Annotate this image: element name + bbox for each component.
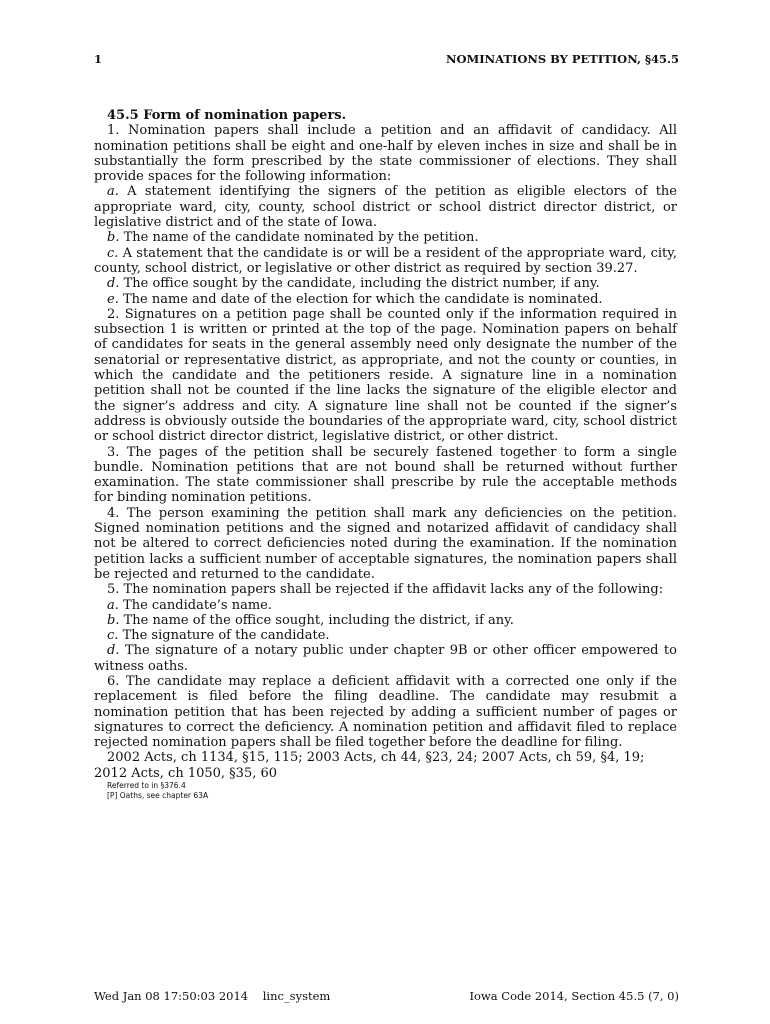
list-item <box>94 613 677 628</box>
list-item <box>94 598 677 613</box>
running-head: NOMINATIONS BY PETITION, §45.5 <box>445 52 679 66</box>
item-text: The signature of the candidate. <box>122 628 330 644</box>
page-header <box>94 52 679 70</box>
item-marker: e. <box>107 291 119 307</box>
history-note: 2002 Acts, ch 1134, §15, 115; 2003 Acts, ch 44, §23, 24; 2007 Acts, ch 59, §4, 19; 2012 Acts, ch 1050, §35, 60 <box>94 750 645 781</box>
item-text: The name of the candidate nominated by the petition. <box>123 230 479 246</box>
paragraph-5: 5. The nomination papers shall be rejected if the affidavit lacks any of the following: <box>107 582 664 598</box>
list-item <box>94 184 677 230</box>
item-marker: b. <box>107 612 120 628</box>
page-footer <box>94 989 679 1005</box>
footer-citation: Iowa Code 2014, Section 45.5 (7, 0) <box>469 989 679 1003</box>
item-text: The name and date of the election for which the candidate is nominated. <box>122 291 603 307</box>
item-text: A statement identifying the signers of the petition as eligible electors of the appropriate ward, city, county, school district or school district director district, or legislative district and of the state of Iowa. <box>94 184 677 231</box>
paragraph-3: 3. The pages of the petition shall be securely fastened together to form a single bundle. Nomination petitions that are not bound shall be returned without further examination. The state commissioner shall prescribe by rule the acceptable methods for binding nomination petitions. <box>94 444 677 506</box>
list-item <box>94 246 677 277</box>
paragraph-4: 4. The person examining the petition shall mark any deficiencies on the petition. Signed nomination petitions and the signed and notarized affidavit of candidacy shall not be altered to correct deficiencies noted during the examination. If the nomination petition lacks a sufficient number of acceptable signatures, the nomination papers shall be rejected and returned to the candidate. <box>94 505 677 582</box>
item-text: A statement that the candidate is or will be a resident of the appropriate ward, city, county, school district, or legislative or other district as required by section 39.27. <box>94 245 677 276</box>
list-item <box>94 643 677 674</box>
page-number: 1 <box>94 52 103 66</box>
item-marker: c. <box>107 628 119 644</box>
list-item <box>94 276 677 291</box>
item-marker: c. <box>107 245 119 261</box>
list-item <box>94 292 677 307</box>
oaths-note: [P] Oaths, see chapter 63A <box>107 791 209 801</box>
paragraph-2: 2. Signatures on a petition page shall be counted only if the information required in subsection 1 is written or printed at the top of the page. Nomination papers on behalf of candidates for seats in the general assembly need only designate the number of the senatorial or representative district, as appropriate, and not the county or counties, in which the candidate and the petitioners reside. A signature line in a nomination petition shall not be counted if the line lacks the signature of the eligible elector and the signer’s address and city. A signature line shall not be counted if the signer’s address is obviously outside the boundaries of the appropriate ward, city, school district or school district director district, legislative district, or other district. <box>94 306 677 445</box>
item-text: The office sought by the candidate, including the district number, if any. <box>123 276 600 292</box>
footer-timestamp: Wed Jan 08 17:50:03 2014 linc_system <box>94 989 331 1003</box>
item-text: The signature of a notary public under chapter 9B or other officer empowered to witness oaths. <box>94 643 677 674</box>
item-text: The candidate’s name. <box>123 597 272 613</box>
paragraph-6: 6. The candidate may replace a deficient affidavit with a corrected one only if the replacement is filed before the filing deadline. The candidate may resubmit a nomination petition that has been rejected by adding a sufficient number of pages or signatures to correct the deficiency. A nomination petition and affidavit filed to replace rejected nomination papers shall be filed together before the deadline for filing. <box>94 673 677 751</box>
list-item <box>94 628 677 643</box>
item-marker: d. <box>107 276 120 292</box>
referred-note: Referred to in §376.4 <box>107 781 186 791</box>
list-item <box>94 230 677 245</box>
paragraph-1: 1. Nomination papers shall include a petition and an affidavit of candidacy. All nomination petitions shall be eight and one-half by eleven inches in size and shall be in substantially the form prescribed by the state commissioner of elections. They shall provide spaces for the following information: <box>94 123 677 185</box>
section-content <box>94 108 677 801</box>
item-marker: d. <box>107 643 120 659</box>
item-text: The name of the office sought, including the district, if any. <box>123 612 514 628</box>
item-marker: a. <box>107 184 119 200</box>
item-marker: a. <box>107 597 119 613</box>
item-marker: b. <box>107 230 120 246</box>
section-title: 45.5 Form of nomination papers. <box>107 108 347 123</box>
